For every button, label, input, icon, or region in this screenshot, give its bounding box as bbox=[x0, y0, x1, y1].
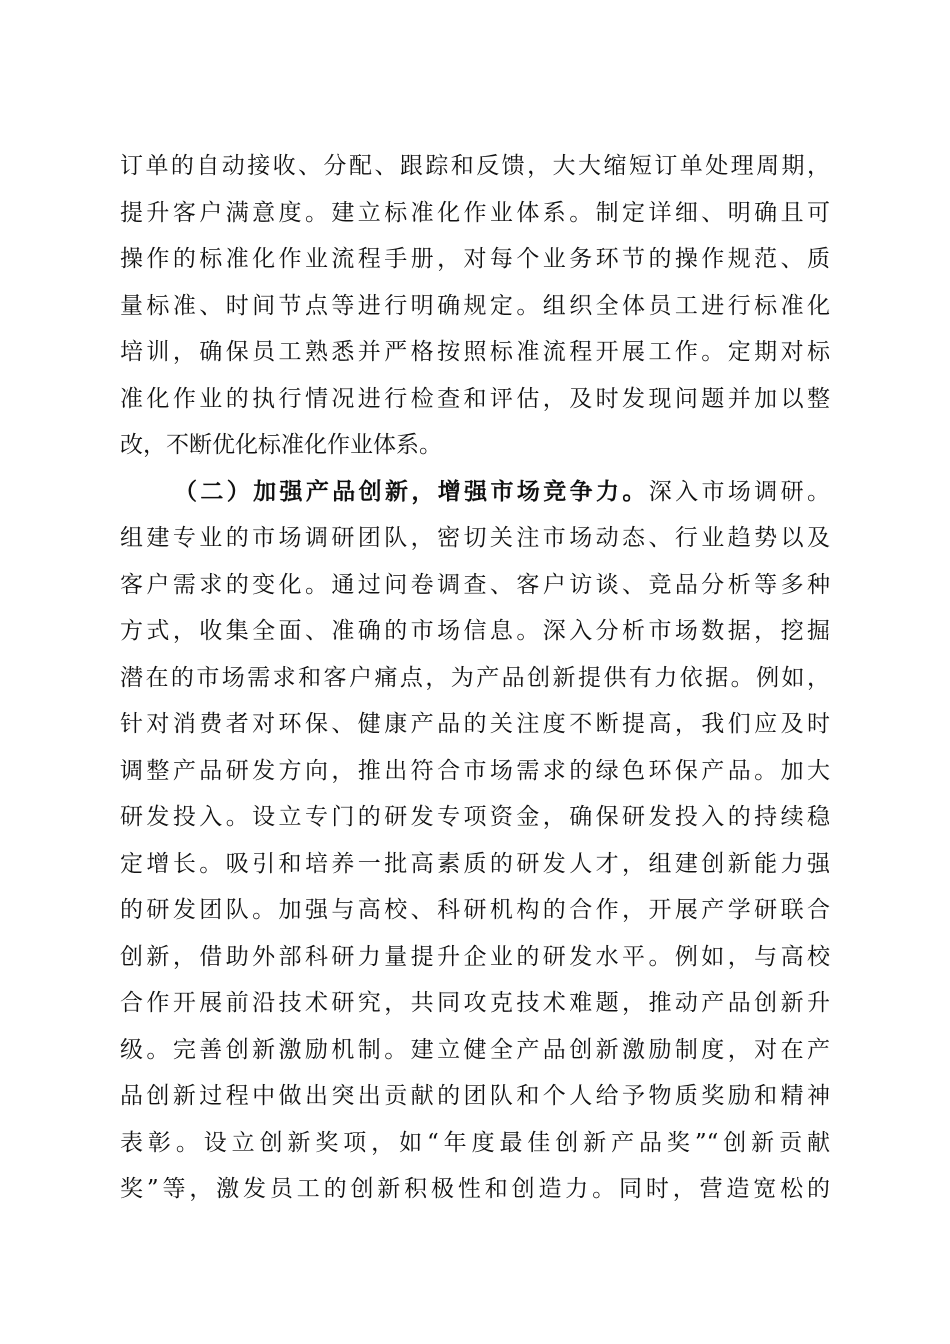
text-line: 订单的自动接收、分配、跟踪和反馈，大大缩短订单处理周期， bbox=[120, 153, 830, 179]
text-line: 客户需求的变化。通过问卷调查、客户访谈、竞品分析等多种 bbox=[120, 571, 830, 598]
text-line: 潜在的市场需求和客户痛点，为产品创新提供有力依据。例如， bbox=[120, 664, 830, 691]
text-line: 合作开展前沿技术研究，共同攻克技术难题，推动产品创新升 bbox=[120, 990, 830, 1016]
text-line: 提升客户满意度。建立标准化作业体系。制定详细、明确且可 bbox=[120, 199, 830, 226]
text-line: 组建专业的市场调研团队，密切关注市场动态、行业趋势以及 bbox=[120, 525, 830, 551]
body-text bbox=[120, 143, 830, 1213]
section-heading-line bbox=[120, 469, 830, 516]
text-line: 级。完善创新激励机制。建立健全产品创新激励制度，对在产 bbox=[120, 1036, 830, 1063]
text-line: 创新，借助外部科研力量提升企业的研发水平。例如，与高校 bbox=[120, 943, 830, 970]
text-line: 针对消费者对环保、健康产品的关注度不断提高，我们应及时 bbox=[120, 711, 830, 737]
paragraph-2 bbox=[120, 469, 830, 1213]
text-line: 的研发团队。加强与高校、科研机构的合作，开展产学研联合 bbox=[120, 897, 830, 923]
text-line: 方式，收集全面、准确的市场信息。深入分析市场数据，挖掘 bbox=[120, 618, 830, 644]
text-line: 奖”等，激发员工的创新积极性和创造力。同时，营造宽松的 bbox=[120, 1176, 830, 1202]
text-line: 培训，确保员工熟悉并严格按照标准流程开展工作。定期对标 bbox=[120, 339, 830, 365]
text-line: 准化作业的执行情况进行检查和评估，及时发现问题并加以整 bbox=[120, 385, 830, 412]
section-heading: （二）加强产品创新，增强市场竞争力。 bbox=[174, 477, 649, 505]
text-line: 定增长。吸引和培养一批高素质的研发人才，组建创新能力强 bbox=[120, 850, 830, 877]
text-line: 品创新过程中做出突出贡献的团队和个人给予物质奖励和精神 bbox=[120, 1083, 830, 1109]
text-line: 操作的标准化作业流程手册，对每个业务环节的操作规范、质 bbox=[120, 246, 830, 272]
text-line: 研发投入。设立专门的研发专项资金，确保研发投入的持续稳 bbox=[120, 804, 830, 830]
text-line: 表彰。设立创新奖项，如“年度最佳创新产品奖”“创新贡献 bbox=[120, 1129, 830, 1156]
text-line: 量标准、时间节点等进行明确规定。组织全体员工进行标准化 bbox=[120, 292, 830, 319]
text-line: 改，不断优化标准化作业体系。 bbox=[120, 432, 442, 458]
text-line: 调整产品研发方向，推出符合市场需求的绿色环保产品。加大 bbox=[120, 757, 830, 784]
paragraph-1 bbox=[120, 143, 830, 469]
text-segment: 深入市场调研。 bbox=[648, 478, 830, 505]
